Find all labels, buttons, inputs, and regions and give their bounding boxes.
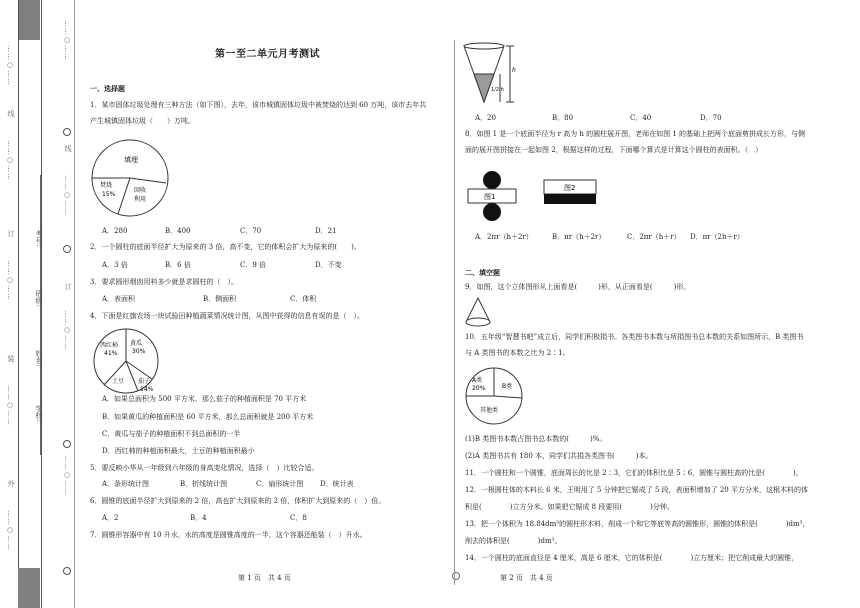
school-label: 学校:	[35, 405, 43, 422]
q8-option-a: A．2πr（h＋2r）	[475, 233, 533, 241]
inner-dots-4: ……○……	[63, 455, 71, 496]
inner-dots-3: ……○……	[63, 310, 71, 351]
q8-figure-2	[542, 178, 602, 208]
q4-pie-chart	[92, 327, 162, 397]
binding-hole-4	[63, 567, 71, 575]
outer-dots-4: ……○……	[6, 385, 14, 426]
q8-stem-line1: 8．如图 1 是一个底面半径为 r 高为 h 的圆柱展开图，老师在如图 1 的基础上把两个底面剪拼成长方形，与侧	[465, 130, 806, 138]
q7-option-c: C．40	[630, 114, 652, 122]
class-label: 班级:	[35, 290, 43, 307]
q2-option-a: A．3 倍	[102, 261, 128, 269]
q1-option-a: A．280	[102, 227, 128, 235]
q12-stem-line1: 12．一根圆柱体的木料长 6 米，王明用了 5 分钟把它锯成了 5 段，表面积增加了 20 平方分米，这根木料的体	[465, 486, 808, 494]
q3-option-c: C．体积	[290, 295, 317, 303]
q7-fig-half-label: 1/2 h	[491, 87, 504, 93]
q4-option-c: C．黄瓜与茄子的种植面积不到总面积的一半	[102, 430, 241, 438]
page-separator	[454, 40, 455, 585]
q12-stem-line2: 积是( )立方分米。如果把它锯成 8 段要用( )分钟。	[465, 503, 674, 511]
q8-fig1-label: 图1	[484, 193, 496, 201]
q14-stem: 14．一个圆柱的底面直径是 4 厘米，高是 6 厘米，它的体积是( )立方厘米；把它削成最大的圆锥，	[465, 554, 799, 562]
inner-dots-1: ……○……	[63, 20, 71, 61]
q10-pie-label-b: B类	[502, 383, 513, 390]
q5-option-c: C．扇形统计图	[256, 480, 304, 488]
q4-option-d: D．西红柿的种植面积最大，土豆的种植面积最小	[102, 447, 255, 455]
q1-option-b: B．400	[165, 227, 191, 235]
q6-option-b: B．4	[190, 514, 207, 522]
q9-cone-figure	[464, 296, 494, 330]
outer-dots-2: ……○……	[6, 140, 14, 181]
q4-option-b: B．如果黄瓜的种植面积是 60 平方米，那么总面积就是 200 平方米	[102, 413, 314, 421]
q8-option-d: D．πr（2h＋r）	[690, 233, 744, 241]
q10-pie-chart	[464, 366, 528, 428]
q8-option-c: C．2πr（h＋r）	[627, 233, 681, 241]
section-fill-heading: 二、填空题	[465, 268, 500, 277]
q8-option-b: B．πr（h＋2r）	[552, 233, 606, 241]
q8-figure-1	[466, 170, 526, 224]
q4-pie-pct-cucumber: 30%	[132, 348, 146, 355]
info-underline	[40, 175, 41, 455]
q6-option-a: A．2	[102, 514, 119, 522]
q4-pie-label-cucumber: 黄瓜	[130, 340, 143, 347]
q9-stem: 9．如图，这个立体图形从上面看是( )形，从正面看是( )形。	[465, 283, 691, 291]
q10-pie-label-a: A类	[472, 377, 483, 384]
q7-fig-h-label: h	[512, 67, 516, 74]
q4-pie-label-potato: 土豆	[112, 378, 125, 385]
q10-stem-line1: 10．五年级“智慧书吧”成立后，同学们积极捐书。各类图书本数与所捐图书总本数的关系如图所示，B 类图书	[465, 333, 804, 341]
q5-stem: 5．要反映小华从一年级到六年级的身高变化情况，选择（ ）比较合适。	[90, 464, 319, 472]
q1-pie-pct-burn: 15%	[102, 191, 116, 198]
outer-char-line: 线	[7, 110, 15, 118]
inner-char-ding: 订	[64, 283, 72, 291]
footer-left-page-number: 第 1 页 共 4 页	[238, 574, 291, 582]
q10-pie-label-other: 其他类	[480, 407, 499, 414]
q1-pie-label-recycle-2: 利用	[134, 196, 147, 203]
q1-option-c: C．70	[240, 227, 262, 235]
q2-option-d: D．不变	[315, 261, 342, 269]
binding-strip	[0, 0, 76, 608]
footer-right-page-number: 第 2 页 共 4 页	[500, 574, 553, 582]
q1-stem-line2: 产生城镇固体垃圾（ ）万吨。	[90, 117, 195, 125]
q2-option-b: B．6 倍	[165, 261, 191, 269]
q1-option-d: D．21	[315, 227, 337, 235]
binding-bar-bottom	[18, 568, 40, 608]
q10-pie-pct-a: 20%	[472, 385, 486, 392]
q5-option-b: B．折线统计图	[180, 480, 228, 488]
q4-pie-label-eggplant: 茄子	[138, 378, 151, 385]
q7-option-b: B．80	[552, 114, 574, 122]
exam-no-label: 考号:	[35, 230, 43, 247]
q3-option-a: A．表面积	[102, 295, 136, 303]
outer-char-zhuang: 装	[7, 355, 15, 363]
q7-option-a: A．20	[475, 114, 496, 122]
q7-option-d: D．70	[700, 114, 722, 122]
binding-hole-1	[63, 128, 71, 136]
outer-char-ding: 订	[7, 230, 15, 238]
outer-dots-3: ……○……	[6, 260, 14, 301]
q3-stem: 3．要求圆形烟囱用料多少就是求圆柱的（ ）。	[90, 278, 238, 286]
outer-dots-1: ……○……	[6, 45, 14, 86]
outer-dots-5: ……○……	[6, 510, 14, 551]
q2-option-c: C．9 倍	[240, 261, 267, 269]
q10-sub2: (2)A 类图书共有 180 本，同学们共捐各类图书( )本。	[465, 452, 653, 460]
outer-char-wai: 外	[7, 480, 15, 488]
q1-stem-line1: 1．某市固体垃圾处理有三种方法（如下图），去年，该市城镇固体垃圾中被焚烧的达到 60 万吨，该市去年共	[90, 101, 427, 109]
q1-pie-label-burn: 焚烧	[100, 182, 113, 189]
q3-option-b: B．侧面积	[203, 295, 237, 303]
q1-pie-label-landfill: 填埋	[124, 156, 138, 164]
q13-stem-line1: 13．把一个体积为 18.84dm³的圆柱形木料，削成一个和它等底等高的圆锥形，圆锥的体积是( )dm³，	[465, 520, 810, 528]
q1-pie-label-recycle-1: 回收	[134, 187, 147, 194]
q4-option-a: A．如果总面积为 500 平方米，那么茄子的种植面积是 70 平方米	[102, 395, 307, 403]
q5-option-d: D．统计表	[320, 480, 354, 488]
binding-edge	[74, 0, 75, 608]
q4-pie-label-tomato: 西红柿	[100, 342, 119, 349]
q10-stem-line2: 与 A 类图书的本数之比为 2∶1。	[465, 349, 570, 357]
q13-stem-line2: 削去的体积是( )dm³。	[465, 537, 562, 545]
q10-sub1: (1)B 类图书本数占图书总本数的( )%。	[465, 435, 607, 443]
q2-stem: 2．一个圆柱的底面半径扩大为原来的 3 倍，高不变，它的体积会扩大为原来的( )。	[90, 243, 361, 251]
q4-pie-pct-tomato: 41%	[104, 350, 118, 357]
q4-pie-pct-eggplant: 14%	[140, 386, 154, 393]
q8-fig2-label: 图2	[564, 184, 576, 192]
q8-stem-line2: 面的展开图拼接在一起如图 2，根据这样的过程，下面哪个算式是计算这个圆柱的表面积。（ ）	[465, 146, 763, 154]
q4-stem: 4．下面是红旗农场一块试验田种植蔬菜情况统计图，从图中获得的信息有误的是（ ）。	[90, 312, 364, 320]
q7-cone-figure	[462, 42, 522, 106]
q1-pie-chart	[90, 138, 170, 218]
binding-hole-2	[63, 245, 71, 253]
section-choice-heading: 一、选择题	[90, 84, 125, 93]
q7-stem: 7．圆锥形容器中有 10 升水，水的高度是圆锥高度的一半，这个容器还能装（ ）升水。	[90, 531, 367, 539]
q5-option-a: A．条形统计图	[102, 480, 150, 488]
q6-stem: 6．圆锥的底面半径扩大到原来的 2 倍，高也扩大到原来的 2 倍，体积扩大到原来的（ ）倍。	[90, 497, 386, 505]
name-label: 姓名:	[35, 350, 43, 367]
page-title: 第一至二单元月考测试	[215, 49, 320, 60]
q11-stem: 11．一个圆柱和一个圆锥，底面周长的比是 2∶3，它们的体积比是 5∶6，圆锥与圆柱高的比是( )。	[465, 469, 803, 477]
binding-hole-3	[63, 440, 71, 448]
inner-char-line: 线	[64, 145, 72, 153]
q6-option-c: C．8	[290, 514, 307, 522]
inner-dots-2: ……○……	[63, 175, 71, 216]
